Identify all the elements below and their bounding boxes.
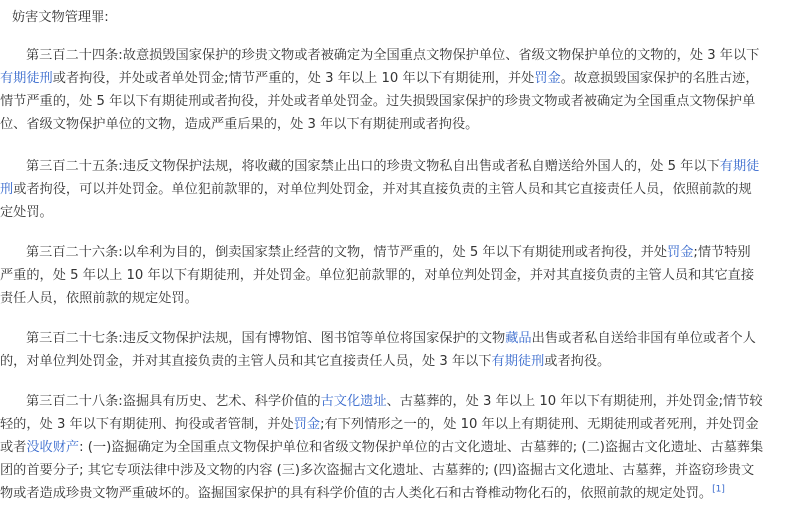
text-segment: 位、省级文物保护单位的文物，造成严重后果的，处 3 年以下有期徒刑或者拘役。 bbox=[0, 117, 479, 132]
text-segment: 。故意损毁国家保护的名胜古迹， bbox=[560, 71, 759, 86]
paragraph-article-327 bbox=[0, 327, 800, 373]
section-heading: 妨害文物管理罪: bbox=[12, 10, 109, 25]
text-line bbox=[0, 155, 800, 178]
text-segment: 第三百二十七条:违反文物保护法规，国有博物馆、图书馆等单位将国家保护的文物 bbox=[26, 331, 506, 346]
text-line bbox=[0, 482, 800, 505]
text-segment: 责任人员，依照前款的规定处罚。 bbox=[0, 291, 198, 306]
term-link[interactable]: 有期徒 bbox=[719, 159, 760, 174]
text-segment: 严重的，处 5 年以上 10 年以下有期徒刑，并处罚金。单位犯前款罪的，对单位判处罚金，并对其直接负责的主管人员和其它直接 bbox=[0, 268, 755, 283]
term-link[interactable]: 罚金 bbox=[293, 417, 321, 432]
term-link[interactable]: 古文化遗址 bbox=[320, 394, 387, 409]
text-segment: 情节严重的，处 5 年以下有期徒刑或者拘役，并处或者单处罚金。过失损毁国家保护的珍贵文物或者被确定为全国重点文物保护单 bbox=[0, 94, 756, 109]
paragraph-article-326 bbox=[0, 241, 800, 310]
text-line bbox=[0, 90, 800, 113]
text-line bbox=[0, 113, 800, 136]
text-segment: ;情节特别 bbox=[693, 245, 751, 260]
term-link[interactable]: 刑 bbox=[0, 182, 14, 197]
text-segment: 出售或者私自送给非国有单位或者个人 bbox=[531, 331, 756, 346]
text-line bbox=[0, 241, 800, 264]
text-line bbox=[0, 44, 800, 67]
text-segment: 或者拘役，并处或者单处罚金;情节严重的，处 3 年以上 10 年以下有期徒刑，并处 bbox=[52, 71, 535, 86]
paragraph-article-324 bbox=[0, 44, 800, 136]
text-segment: 第三百二十六条:以牟利为目的，倒卖国家禁止经营的文物，情节严重的，处 5 年以下有期徒刑或者拘役，并处 bbox=[26, 245, 668, 260]
text-segment: : (一)盗掘确定为全国重点文物保护单位和省级文物保护单位的古文化遗址、古墓葬的; (二)盗掘古文化遗址、古墓葬集 bbox=[79, 440, 764, 455]
text-segment: 轻的，处 3 年以下有期徒刑、拘役或者管制，并处 bbox=[0, 417, 294, 432]
citation-link[interactable]: [1] bbox=[712, 484, 725, 495]
text-line bbox=[0, 413, 800, 436]
term-link[interactable]: 有期徒刑 bbox=[491, 354, 545, 369]
term-link[interactable]: 藏品 bbox=[505, 331, 532, 346]
text-segment: 第三百二十五条:违反文物保护法规，将收藏的国家禁止出口的珍贵文物私自出售或者私自赠送给外国人的，处 5 年以下 bbox=[26, 159, 720, 174]
paragraph-article-328 bbox=[0, 390, 800, 505]
text-line bbox=[0, 178, 800, 201]
term-link[interactable]: 没收财产 bbox=[26, 440, 80, 455]
text-segment: 团的首要分子; 其它专项法律中涉及文物的内容 (三)多次盗掘古文化遗址、古墓葬的; (四)盗掘古文化遗址、古墓葬，并盗窃珍贵文 bbox=[0, 463, 755, 478]
text-line bbox=[0, 264, 800, 287]
text-line bbox=[0, 459, 800, 482]
text-line bbox=[0, 350, 800, 373]
text-segment: 或者 bbox=[0, 440, 27, 455]
text-line bbox=[0, 201, 800, 224]
text-segment: 第三百二十八条:盗掘具有历史、艺术、科学价值的 bbox=[26, 394, 321, 409]
text-segment: 的，对单位判处罚金，并对其直接负责的主管人员和其它直接责任人员，处 3 年以下 bbox=[0, 354, 492, 369]
text-line bbox=[0, 327, 800, 350]
term-link[interactable]: 有期徒刑 bbox=[0, 71, 53, 86]
term-link[interactable]: 罚金 bbox=[534, 71, 561, 86]
text-segment: ;有下列情形之一的，处 10 年以上有期徒刑、无期徒刑或者死刑，并处罚金 bbox=[320, 417, 759, 432]
text-segment: 定处罚。 bbox=[0, 205, 53, 220]
term-link[interactable]: 罚金 bbox=[667, 245, 694, 260]
text-line bbox=[0, 390, 800, 413]
text-segment: 、古墓葬的，处 3 年以上 10 年以下有期徒刑，并处罚金;情节较 bbox=[386, 394, 763, 409]
text-segment: 或者拘役，可以并处罚金。单位犯前款罪的，对单位判处罚金，并对其直接负责的主管人员和其它直接责任人员，依照前款的规 bbox=[13, 182, 752, 197]
text-segment: 或者拘役。 bbox=[544, 354, 611, 369]
paragraph-article-325 bbox=[0, 155, 800, 224]
text-segment: 物或者造成珍贵文物严重破坏的。盗掘国家保护的具有科学价值的古人类化石和古脊椎动物化石的，依照前款的规定处罚。 bbox=[0, 486, 713, 501]
text-line bbox=[0, 436, 800, 459]
text-line bbox=[0, 67, 800, 90]
text-line bbox=[0, 287, 800, 310]
text-segment: 第三百二十四条:故意损毁国家保护的珍贵文物或者被确定为全国重点文物保护单位、省级文物保护单位的文物的，处 3 年以下 bbox=[26, 48, 760, 63]
